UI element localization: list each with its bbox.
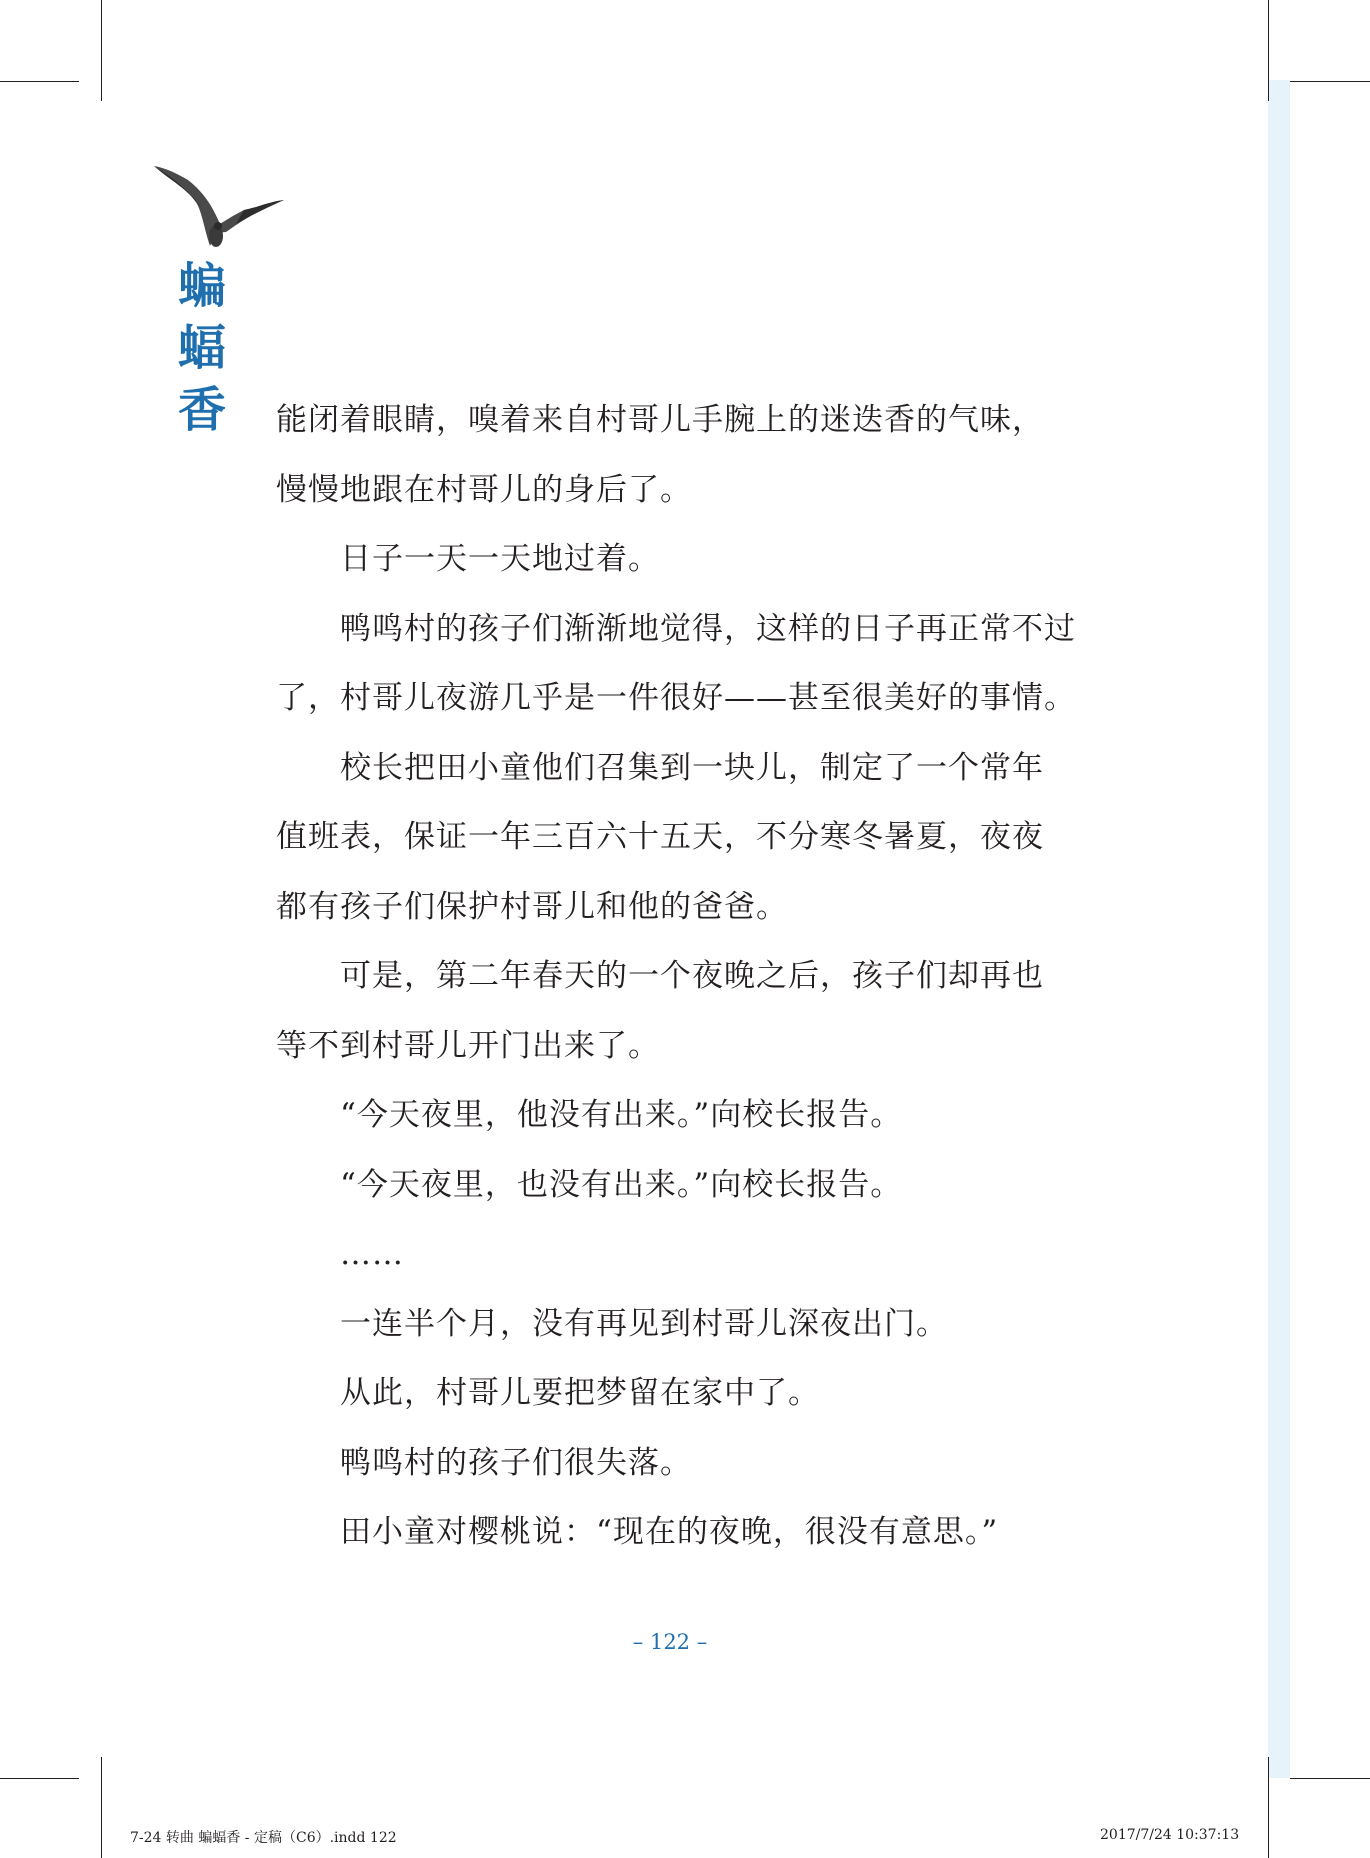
title-char: 香 bbox=[177, 382, 226, 438]
paragraph: “今天夜里，他没有出来。”向校长报告。 bbox=[340, 1097, 903, 1133]
paragraph: 田小童对樱桃说：“现在的夜晚，很没有意思。” bbox=[340, 1514, 999, 1550]
paragraph: 鸭鸣村的孩子们很失落。 bbox=[340, 1444, 692, 1481]
crop-mark bbox=[0, 81, 79, 82]
crop-mark bbox=[0, 1778, 79, 1779]
paragraph: 值班表，保证一年三百六十五天，不分寒冬暑夏，夜夜 bbox=[276, 819, 1044, 855]
paragraph: 慢慢地跟在村哥儿的身后了。 bbox=[276, 471, 692, 508]
crop-mark bbox=[101, 0, 102, 101]
paragraph: 可是，第二年春天的一个夜晚之后，孩子们却再也 bbox=[340, 958, 1044, 994]
paragraph: 从此，村哥儿要把梦留在家中了。 bbox=[340, 1375, 820, 1411]
crop-mark bbox=[101, 1757, 102, 1858]
footer-file-info: 7-24 转曲 蝙蝠香 - 定稿（C6）.indd 122 bbox=[130, 1830, 397, 1846]
paragraph: 一连半个月，没有再见到村哥儿深夜出门。 bbox=[340, 1305, 948, 1342]
book-title bbox=[172, 255, 232, 441]
footer-timestamp: 2017/7/24 10:37:13 bbox=[1100, 1827, 1240, 1843]
paragraph: 了，村哥儿夜游几乎是一件很好——甚至很美好的事情。 bbox=[276, 680, 1076, 716]
paragraph: …… bbox=[340, 1236, 404, 1272]
bat-icon bbox=[140, 150, 290, 260]
title-char: 蝙 bbox=[177, 258, 226, 314]
title-char: 蝠 bbox=[177, 320, 226, 376]
paragraph: 校长把田小童他们召集到一块儿，制定了一个常年 bbox=[340, 749, 1044, 786]
crop-mark bbox=[1290, 81, 1370, 82]
paragraph: 日子一天一天地过着。 bbox=[340, 541, 660, 577]
page-number: – 122 – bbox=[632, 1630, 708, 1654]
crop-mark bbox=[1290, 1778, 1370, 1779]
paragraph: 等不到村哥儿开门出来了。 bbox=[276, 1027, 660, 1064]
paragraph: “今天夜里，也没有出来。”向校长报告。 bbox=[340, 1166, 903, 1203]
paragraph: 鸭鸣村的孩子们渐渐地觉得，这样的日子再正常不过 bbox=[340, 610, 1076, 647]
side-color-band bbox=[1268, 80, 1290, 1778]
paragraph: 能闭着眼睛，嗅着来自村哥儿手腕上的迷迭香的气味， bbox=[276, 402, 1044, 438]
body-text bbox=[276, 386, 1076, 1568]
paragraph: 都有孩子们保护村哥儿和他的爸爸。 bbox=[276, 888, 788, 925]
crop-mark bbox=[1268, 0, 1269, 101]
crop-mark bbox=[1268, 1757, 1269, 1858]
